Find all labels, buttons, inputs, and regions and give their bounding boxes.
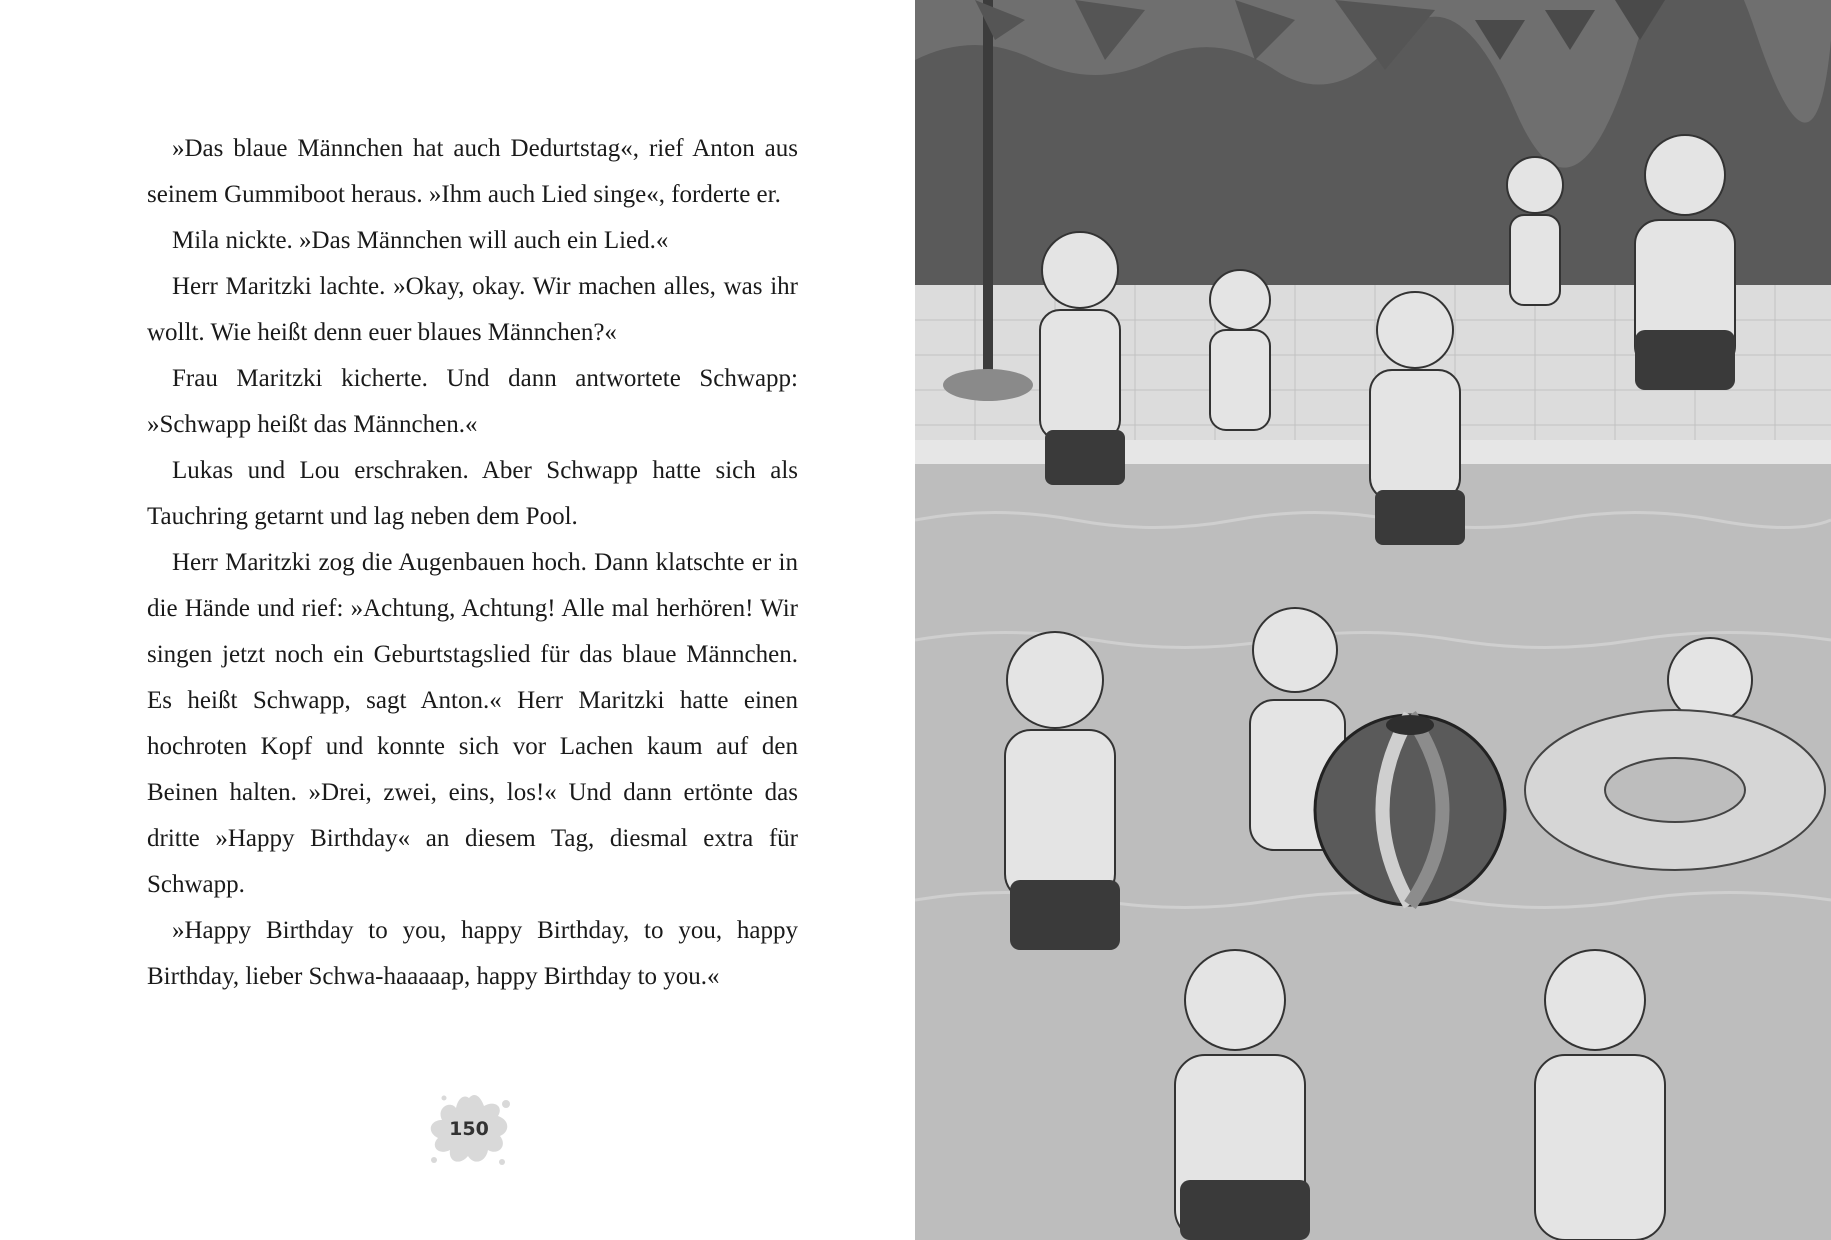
paragraph-2: Mila nickte. »Das Männchen will auch ein Lied.« (172, 227, 669, 254)
paragraph-1: »Das blaue Männchen hat auch Dedurtstag«, rief Anton aus seinem Gummiboot heraus. »Ihm auch Lied singe«, forderte er. (147, 135, 798, 208)
child-1-head (1042, 232, 1118, 308)
paragraph-6: Herr Maritzki zog die Augenbauen hoch. Dann klatschte er in die Hände und rief: »Achtung, Achtung! Alle mal herhören! Wir singen jetzt noch ein Geburtstagslied für das blaue Männchen. Es heißt Schwapp, sagt Anton.« Herr Maritzki hatte einen hochroten Kopf und konnte sich vor Lachen kaum auf den Beinen halten. »Drei, zwei, eins, los!« Und dann ertönte das dritte »Happy Birthday« an diesem Tag, diesmal extra für Schwapp. (147, 549, 798, 898)
paragraph-7: »Happy Birthday to you, happy Birthday, to you, happy Birthday, lieber Schwa-haaaaap, happy Birthday to you.« (147, 917, 798, 990)
page-number-splash (424, 1086, 514, 1172)
page-number: 150 (449, 1118, 489, 1140)
paragraph-4: Frau Maritzki kicherte. Und dann antwortete Schwapp: »Schwapp heißt das Männchen.« (147, 365, 798, 438)
story-text (147, 126, 798, 1000)
left-page (0, 0, 915, 1240)
pool-party-illustration (915, 0, 1831, 1240)
paragraph-3: Herr Maritzki lachte. »Okay, okay. Wir machen alles, was ihr wollt. Wie heißt denn euer blaues Männchen?« (147, 273, 798, 346)
beach-ball (1315, 715, 1505, 905)
umbrella-pole (983, 0, 993, 370)
paragraph-5: Lukas und Lou erschraken. Aber Schwapp hatte sich als Tauchring getarnt und lag neben dem Pool. (147, 457, 798, 530)
